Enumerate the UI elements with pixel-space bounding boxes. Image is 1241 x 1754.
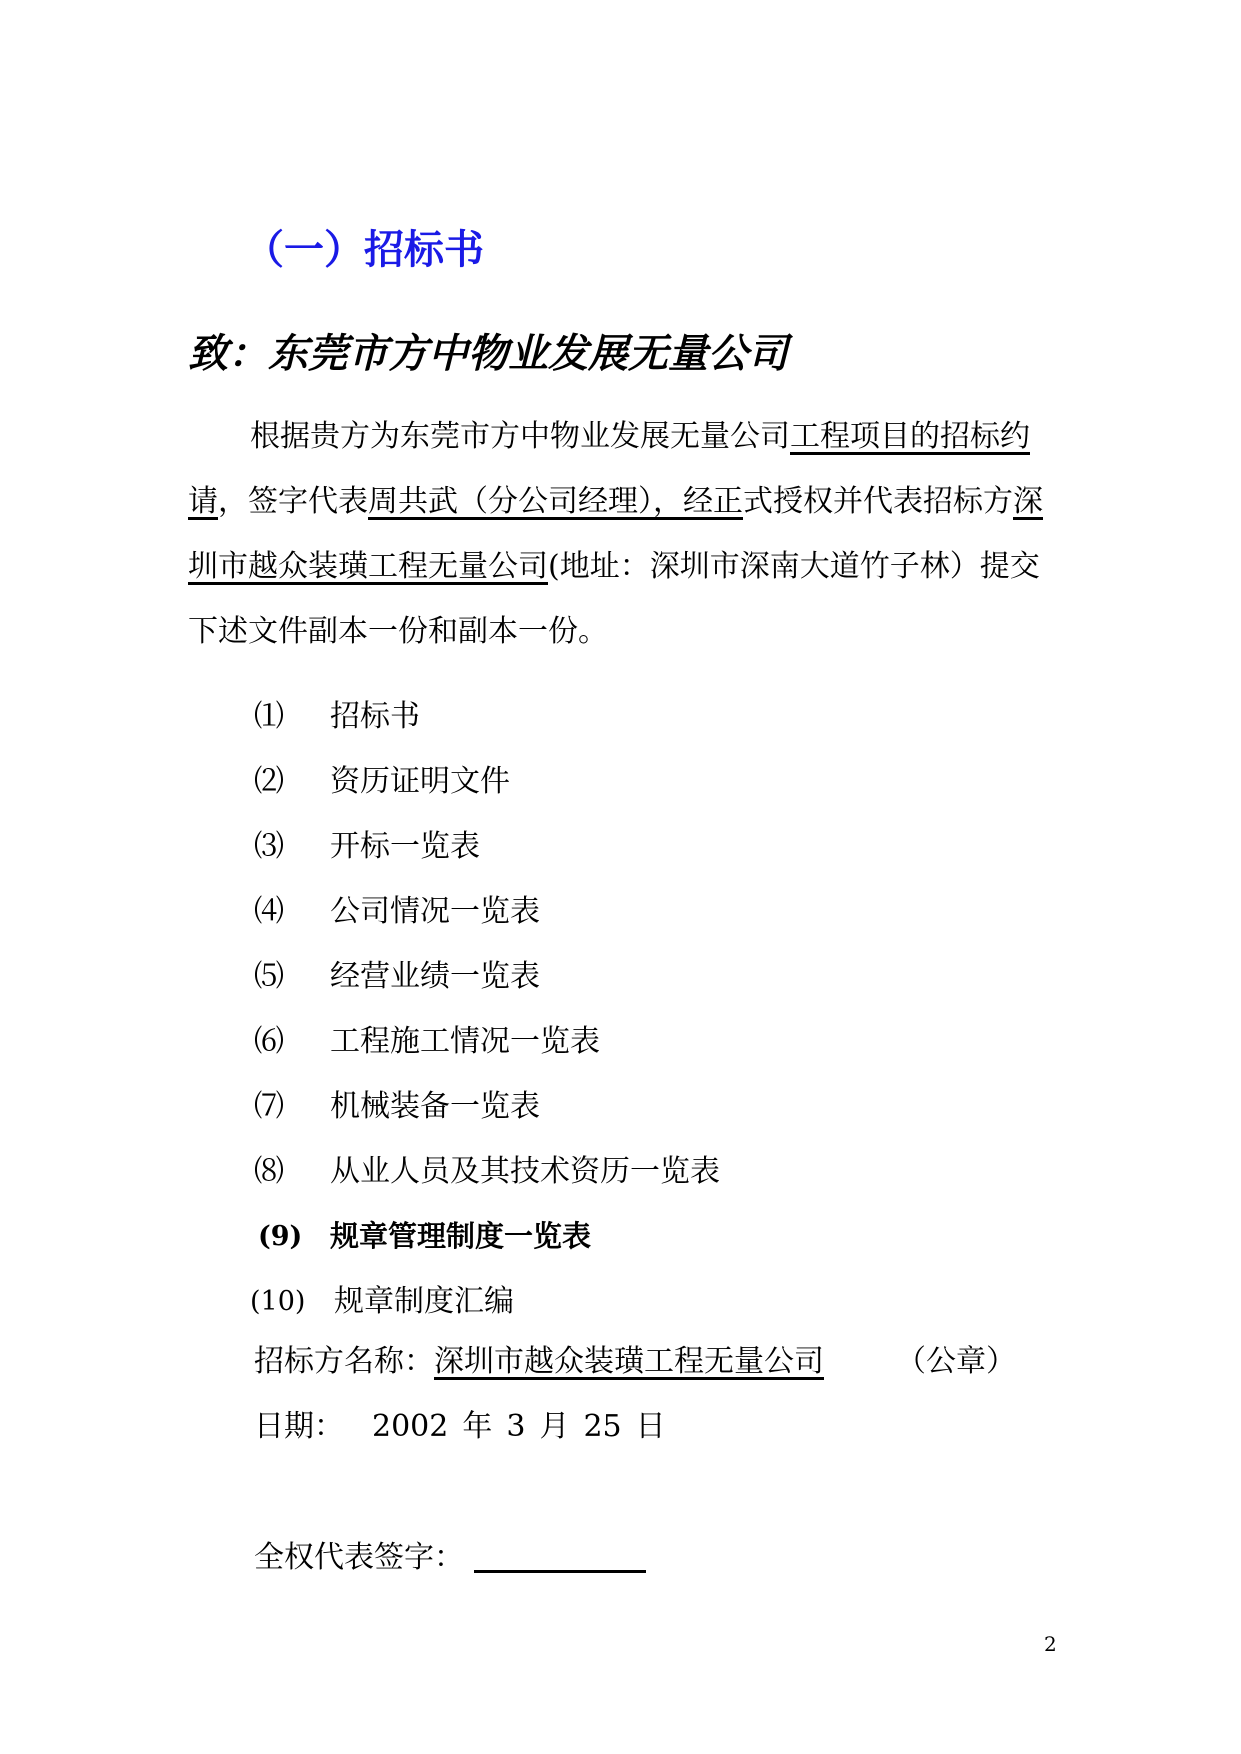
list-item: (10) 规章制度汇编 [250, 1284, 514, 1319]
list-item: ⑸ 经营业绩一览表 [254, 959, 540, 994]
list-item: ⑺ 机械装备一览表 [254, 1089, 540, 1124]
addressee-line: 致：东莞市方中物业发展无量公司 [188, 331, 788, 377]
list-item: ⑴ 招标书 [254, 699, 420, 734]
list-item: ⑶ 开标一览表 [254, 829, 480, 864]
date-month-unit: 月 [539, 1409, 570, 1444]
bidder-label: 招标方名称： [254, 1344, 434, 1379]
date-label: 日期： [254, 1409, 344, 1444]
list-item: (9) 规章管理制度一览表 [258, 1219, 592, 1253]
date-line [254, 1401, 666, 1445]
list-item: ⑻ 从业人员及其技术资历一览表 [254, 1154, 720, 1189]
intro-representative-underlined: 周共武（分公司经理），经正 [368, 484, 743, 519]
bidder-name: 深圳市越众装璜工程无量公司 [434, 1344, 824, 1379]
intro-project-underlined: 工程项目的招标约请 [188, 419, 1030, 519]
date-day: 25 [583, 1409, 622, 1444]
signature-blank [474, 1536, 646, 1573]
intro-company-underlined: 深圳市越众装璜工程无量公司 [188, 484, 1043, 584]
list-item: ⑷ 公司情况一览表 [254, 894, 540, 929]
intro-text-1: 根据贵方为东莞市方中物业发展无量公司 [250, 419, 790, 454]
date-day-unit: 日 [635, 1409, 666, 1444]
section-heading: （一）招标书 [244, 227, 484, 273]
document-list [250, 684, 954, 1334]
seal-label: （公章） [896, 1344, 1016, 1379]
intro-text-2: ，签字代表 [218, 484, 368, 519]
signature-label: 全权代表签字： [254, 1540, 464, 1575]
date-year-unit: 年 [462, 1409, 493, 1444]
list-item: ⑵ 资历证明文件 [254, 764, 510, 799]
date-year: 2002 [372, 1409, 449, 1444]
date-month: 3 [506, 1409, 526, 1444]
signature-line [254, 1532, 646, 1576]
intro-text-3: 式授权并代表招标方 [743, 484, 1013, 519]
bidder-line [254, 1336, 1016, 1380]
intro-text-4: (地址：深圳市深南大道竹子林）提交下述文件副本一份和副本一份。 [188, 549, 1040, 649]
intro-paragraph [188, 404, 1058, 664]
list-item: ⑹ 工程施工情况一览表 [254, 1024, 600, 1059]
page-number: 2 [1044, 1632, 1057, 1656]
